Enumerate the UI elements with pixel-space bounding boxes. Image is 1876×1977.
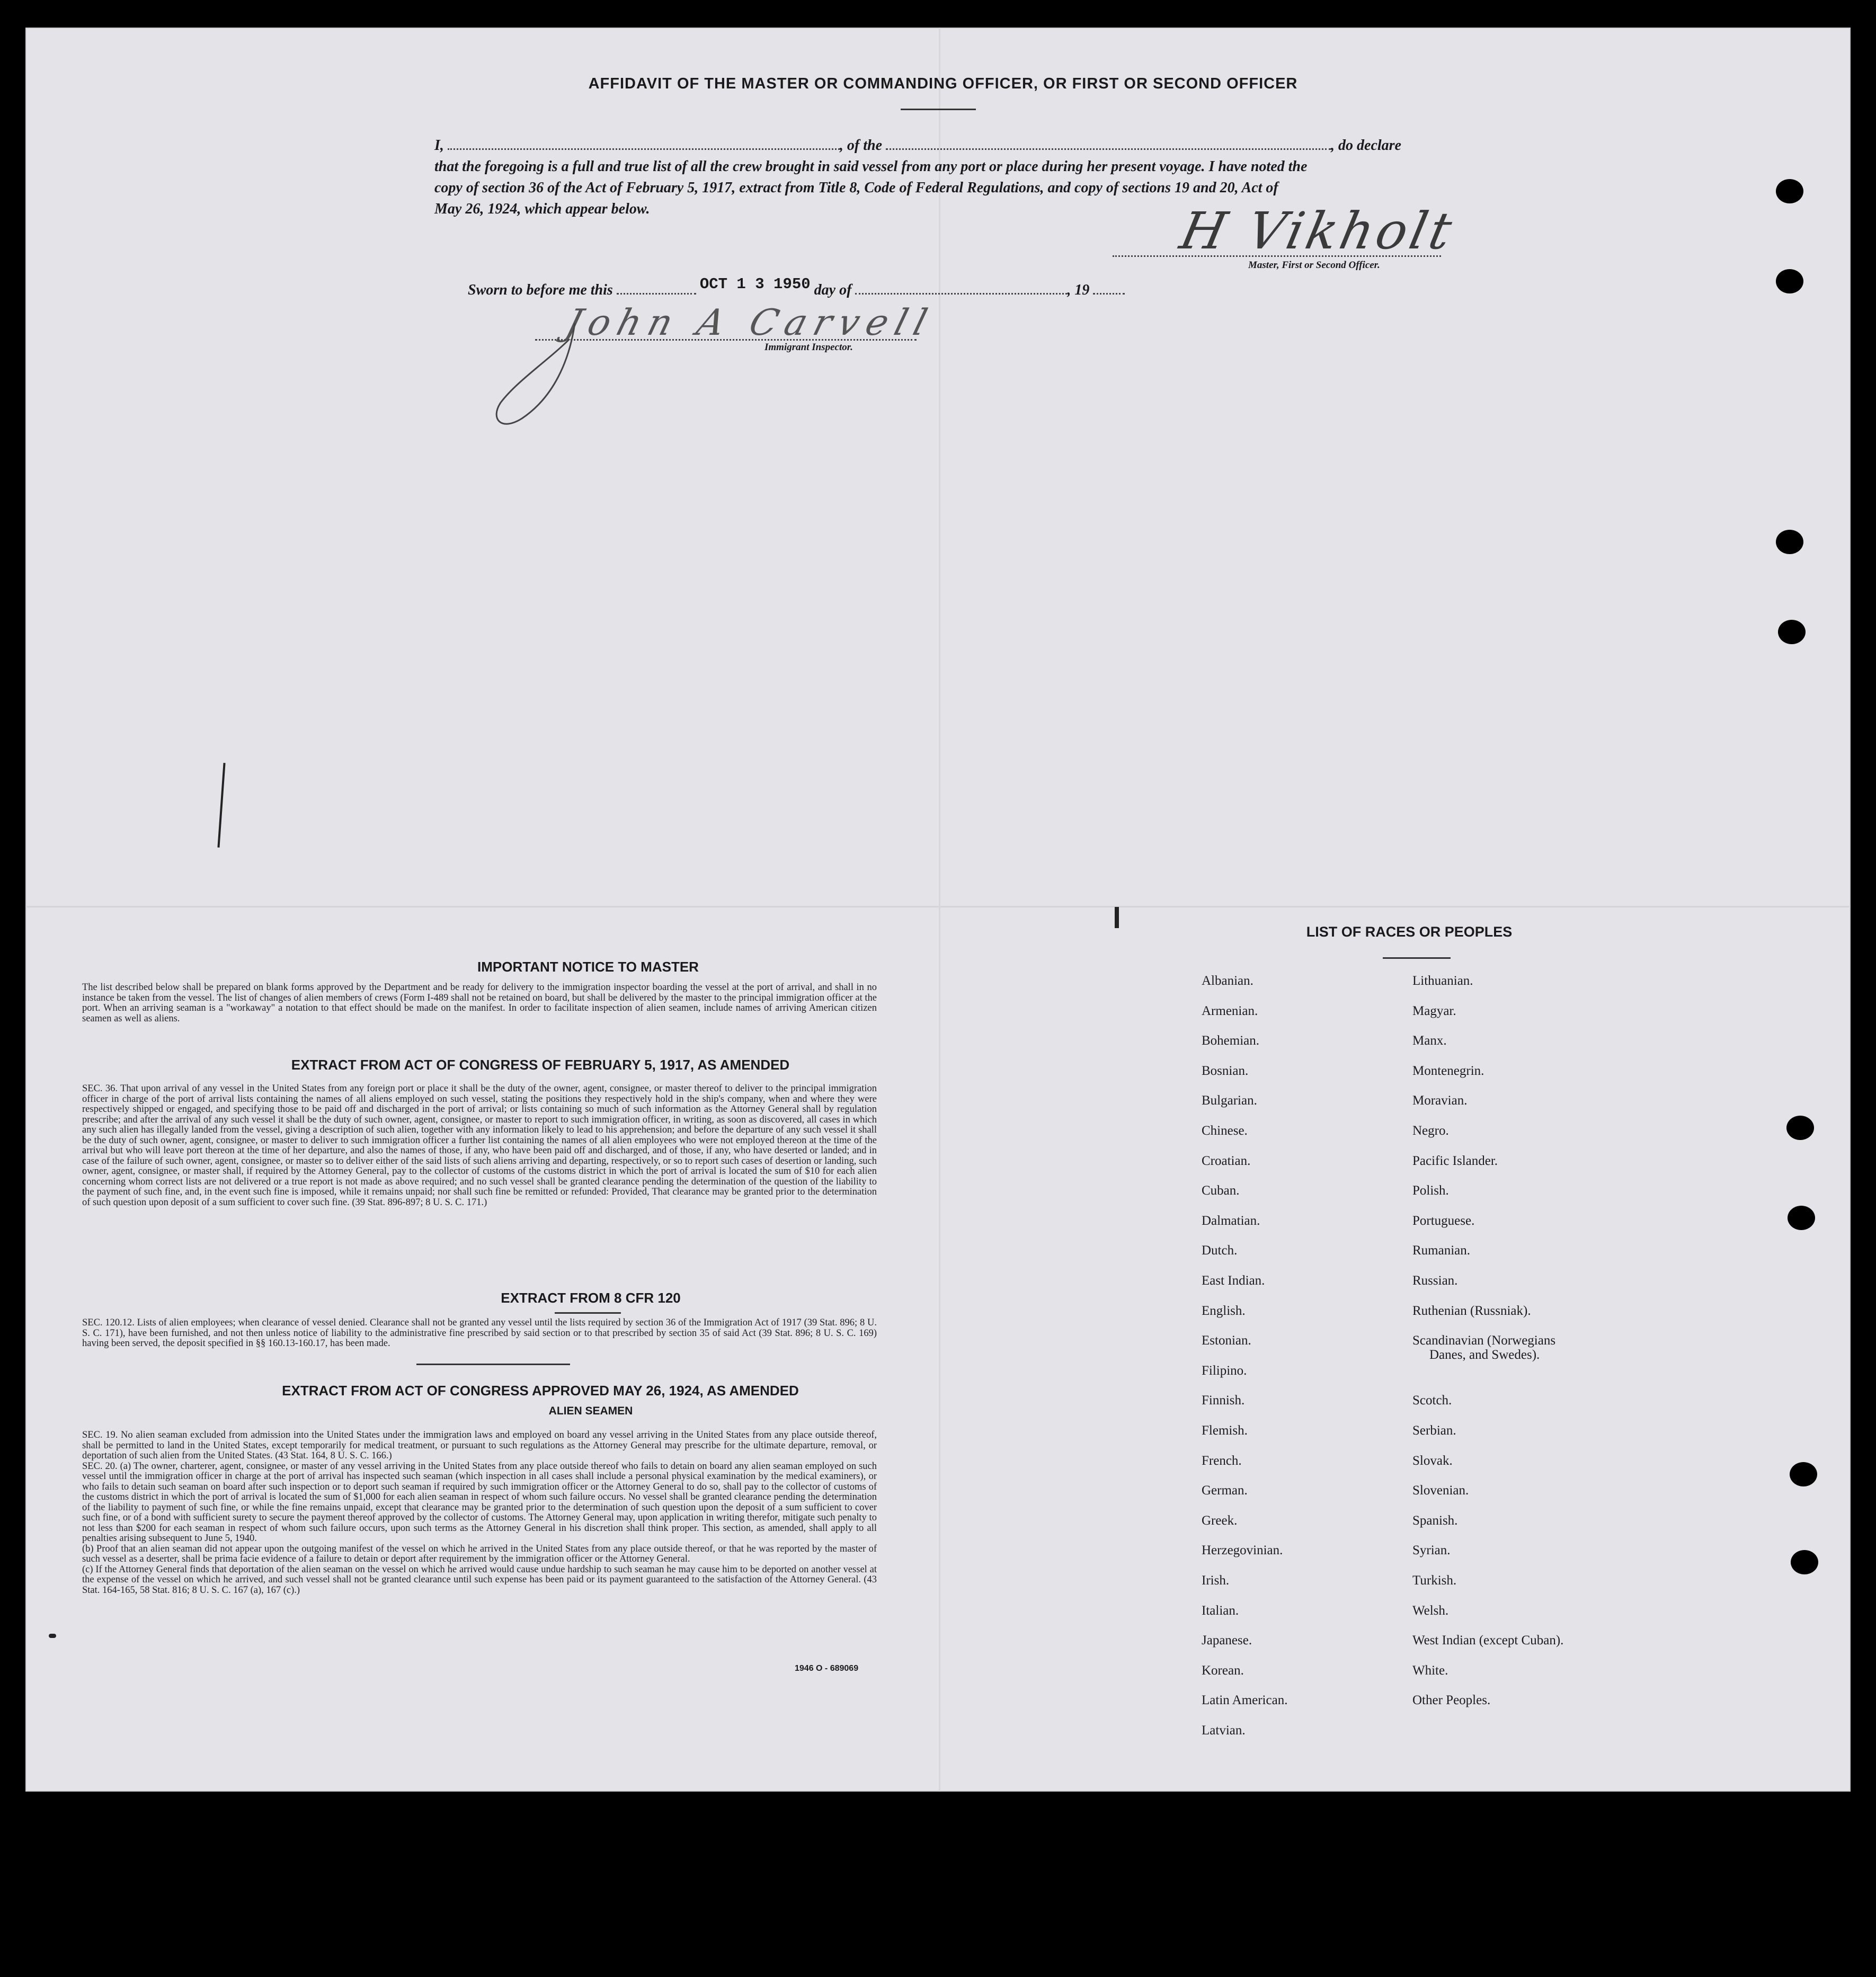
- section-19-20-text: [82, 1430, 877, 1596]
- extract-1924-title: EXTRACT FROM ACT OF CONGRESS APPROVED MAY 26, 1924, AS AMENDED: [282, 1383, 799, 1399]
- section-36-text: SEC. 36. That upon arrival of any vessel in the United States from any foreign port or place it shall be the duty of the owner, agent, consignee, or master thereof to deliver to the principal immigration officer in charge of the port of arrival lists containing the names of all aliens employed on such vessel, stating the positions they respectively hold in the ship's company, when and where they were respectively shipped or engaged, and specifying those to be paid off and discharged in the port of arrival; or lists containing so much of such information as the Attorney General shall by regulation prescribe; and after the arrival of any such vessel it shall be the duty of such owner, agent, consignee, or master to report to such immigration officer, in writing, as soon as discovered, all cases in which any such alien has illegally landed from the vessel, giving a description of such alien, together with any information likely to lead to his apprehension; and before the departure of any such vessel it shall be the duty of such owner, agent, consignee, or master to deliver to such immigration officer a further list containing the names of all alien employees who were not employed thereon at the time of the arrival but who will leave port thereon at the time of her departure, and also the names of those, if any, who have been paid off and discharged, and of those, if any, who have deserted or landed; and in case of the failure of such owner, agent, consignee, or master so to deliver either of the said lists of such aliens arriving and departing, respectively, or so to report such cases of desertion or landing, such owner, agent, consignee, or master shall, if required by the Attorney General, pay to the collector of customs of the customs district in which the port of arrival is located the sum of $10 for each alien concerning whom correct lists are not delivered or a true report is not made as above required; and no such vessel shall be granted clearance pending the determination of the question of the liability to the payment of such fine, and, in the event such fine is imposed, while it remains unpaid; nor shall such fine be remitted or refunded: Provided, That clearance may be granted prior to the determination of such question upon deposit of a sum sufficient to cover such fine. (39 Stat. 896-897; 8 U. S. C. 171.): [82, 1083, 877, 1208]
- body-line: May 26, 1924, which appear below.: [434, 201, 650, 217]
- alien-seamen-subtitle: ALIEN SEAMEN: [548, 1405, 633, 1417]
- race-item: Pacific Islander.: [1412, 1153, 1498, 1168]
- race-item: Latvian.: [1202, 1723, 1246, 1738]
- punch-hole: [1776, 269, 1803, 293]
- races-title-rule: [1383, 957, 1451, 959]
- races-title: LIST OF RACES OR PEOPLES: [1306, 924, 1513, 940]
- race-item: Japanese.: [1202, 1633, 1252, 1648]
- extract-1917-title: EXTRACT FROM ACT OF CONGRESS OF FEBRUARY 5, 1917, AS AMENDED: [291, 1057, 790, 1073]
- race-item: Dalmatian.: [1202, 1213, 1260, 1228]
- master-signature-line: [1113, 255, 1441, 257]
- title-rule: [901, 109, 976, 110]
- race-item: Finnish.: [1202, 1393, 1245, 1408]
- race-item: Manx.: [1412, 1034, 1447, 1048]
- master-caption: Master, First or Second Officer.: [1248, 260, 1380, 271]
- race-item: Serbian.: [1412, 1423, 1456, 1438]
- race-item: French.: [1202, 1453, 1242, 1468]
- inspector-caption: Immigrant Inspector.: [764, 342, 853, 353]
- notice-text: The list described below shall be prepared on blank forms approved by the Department and be ready for delivery to the immigration inspector boarding the vessel at the port of arrival, and shall in no instance be taken from the vessel. The list of changes of alien members of crews (Form I-489 shall not be retained on board, but shall be delivered by the master to the principal immigration officer at the port. When an arriving seaman is a "workaway" a notation to that effect should be made on the manifest. In order to facilitate inspection of alien seamen, include names of arriving American citizen seamen as well as aliens.: [82, 982, 877, 1024]
- name-blank: [448, 140, 840, 150]
- race-item: Spanish.: [1412, 1513, 1458, 1528]
- race-item: Armenian.: [1202, 1003, 1258, 1018]
- punch-hole: [1776, 179, 1803, 203]
- vessel-blank: [886, 140, 1331, 150]
- section-20a-text: SEC. 20. (a) The owner, charterer, agent, consignee, or master of any vessel arriving in the United States from any place outside thereof who fails to detain on board any alien seaman employed on such vessel until the immigration officer in charge at the port of arrival has inspected such seaman (which inspection in all cases shall include a personal physical examination by the medical examiners), or who fails to detain such seaman on board after such inspection or to deport such seaman if required by such immigration officer or the Attorney General to do so, shall pay to the collector of customs of the customs district in which the port of arrival is located the sum of $1,000 for each alien seaman in respect of whom such failure occurs. No vessel shall be granted clearance pending the determination of the liability to payment of such fine, or while the fine remains unpaid, except that clearance may be granted prior to the determination of such question upon the deposit of a sum sufficient to cover such fine, or of a bond with sufficient surety to secure the payment thereof approved by the collector of customs. The Attorney General may, upon application in writing therefor, mitigate such penalty to not less than $200 for each seaman in respect of whom such failure occurs, upon such terms as the Attorney General in his discretion shall think proper. This section, as amended, shall apply to all penalties arising subsequent to June 5, 1940.: [82, 1461, 877, 1544]
- declaration-line: [434, 135, 1441, 156]
- inspector-signature: John A Carvell: [561, 302, 939, 344]
- section-19-text: SEC. 19. No alien seaman excluded from admission into the United States under the immigration laws and employed on board any vessel arriving in the United States from any place outside thereof, shall be permitted to land in the United States, except temporarily for medical treatment, or pursuant to such regulations as the Attorney General may prescribe for the ultimate departure, removal, or deportation of such alien from the United States. (43 Stat. 164, 8 U. S. C. 166.): [82, 1430, 877, 1461]
- punch-hole: [1791, 1550, 1818, 1574]
- race-item: Polish.: [1412, 1183, 1449, 1198]
- race-item: Syrian.: [1412, 1543, 1451, 1558]
- stamped-date: OCT 1 3 1950: [699, 275, 811, 293]
- race-item: East Indian.: [1202, 1274, 1265, 1288]
- race-item: Rumanian.: [1412, 1243, 1471, 1258]
- race-item: Slovenian.: [1412, 1483, 1469, 1498]
- race-item: Cuban.: [1202, 1183, 1240, 1198]
- race-item: English.: [1202, 1303, 1246, 1318]
- master-signature: H Vikholt: [1175, 201, 1460, 261]
- notice-title: IMPORTANT NOTICE TO MASTER: [477, 959, 699, 975]
- race-item: Dutch.: [1202, 1243, 1238, 1258]
- race-item: Croatian.: [1202, 1153, 1251, 1168]
- section-rule: [416, 1364, 570, 1365]
- print-code: 1946 O - 689069: [795, 1664, 859, 1673]
- race-item: Ruthenian (Russniak).: [1412, 1303, 1531, 1318]
- race-item: Estonian.: [1202, 1333, 1251, 1348]
- race-item: Albanian.: [1202, 974, 1253, 988]
- race-item: Slovak.: [1412, 1453, 1453, 1468]
- declaration-i: I,: [434, 137, 444, 154]
- race-item: Negro.: [1412, 1124, 1449, 1138]
- section-rule: [555, 1312, 621, 1314]
- race-item: Chinese.: [1202, 1124, 1248, 1138]
- race-item: Korean.: [1202, 1663, 1244, 1678]
- race-item: Filipino.: [1202, 1363, 1247, 1378]
- race-item: German.: [1202, 1483, 1248, 1498]
- race-item: White.: [1412, 1663, 1448, 1678]
- race-item: West Indian (except Cuban).: [1412, 1633, 1564, 1648]
- race-item: Danes, and Swedes).: [1429, 1348, 1540, 1362]
- day-blank: [617, 284, 696, 295]
- stray-mark: [49, 1634, 56, 1638]
- month-blank: [855, 284, 1067, 295]
- stray-mark: [1115, 907, 1119, 928]
- year-blank: [1093, 284, 1125, 295]
- race-item: Portuguese.: [1412, 1213, 1475, 1228]
- body-line: that the foregoing is a full and true list of all the crew brought in said vessel from any port or place during her present voyage. I have noted the: [434, 158, 1308, 175]
- signature-flourish: [490, 318, 596, 429]
- punch-hole: [1778, 620, 1806, 644]
- affidavit-title: AFFIDAVIT OF THE MASTER OR COMMANDING OFFICER, OR FIRST OR SECOND OFFICER: [588, 75, 1298, 92]
- race-item: Montenegrin.: [1412, 1063, 1484, 1078]
- punch-hole: [1776, 530, 1803, 554]
- inspector-signature-line: [535, 339, 917, 341]
- race-item: Bosnian.: [1202, 1063, 1249, 1078]
- section-20c-text: (c) If the Attorney General finds that deportation of the alien seaman on the vessel on which he arrived would cause undue hardship to such seaman he may cause him to be deported on another vessel at the expense of the vessel on which he arrived, and such vessel shall not be granted clearance until such expense has been paid or its payment guaranteed to the satisfaction of the Attorney General. (43 Stat. 164-165, 58 Stat. 816; 8 U. S. C. 167 (a), 167 (c).): [82, 1564, 877, 1596]
- race-item: Scandinavian (Norwegians: [1412, 1333, 1556, 1348]
- punch-hole: [1790, 1462, 1817, 1486]
- race-item: Moravian.: [1412, 1093, 1468, 1108]
- year-prefix: , 19: [1067, 282, 1090, 298]
- race-item: Russian.: [1412, 1274, 1458, 1288]
- sworn-line: [468, 275, 1125, 299]
- extract-cfr-title: EXTRACT FROM 8 CFR 120: [501, 1290, 681, 1306]
- race-item: Greek.: [1202, 1513, 1238, 1528]
- punch-hole: [1788, 1206, 1815, 1230]
- race-item: Welsh.: [1412, 1603, 1449, 1618]
- race-item: Italian.: [1202, 1603, 1239, 1618]
- do-declare-text: , do declare: [1331, 137, 1401, 154]
- race-item: Latin American.: [1202, 1693, 1288, 1708]
- race-item: Herzegovinian.: [1202, 1543, 1283, 1558]
- punch-hole: [1786, 1116, 1814, 1140]
- race-item: Flemish.: [1202, 1423, 1248, 1438]
- day-of-text: day of: [814, 282, 852, 298]
- body-line: copy of section 36 of the Act of February 5, 1917, extract from Title 8, Code of Federal Regulations, and copy of sections 19 and 20, Act of: [434, 180, 1278, 196]
- race-item: Magyar.: [1412, 1003, 1456, 1018]
- race-item: Scotch.: [1412, 1393, 1452, 1408]
- section-20b-text: (b) Proof that an alien seaman did not appear upon the outgoing manifest of the vessel on which he arrived in the United States from any place outside thereof, or that he was reported by the master of such vessel as a deserter, shall be prima facie evidence of a failure to detain or deport after requirement by the immigration officer or the Attorney General.: [82, 1543, 877, 1564]
- race-item: Turkish.: [1412, 1573, 1457, 1588]
- race-item: Bulgarian.: [1202, 1093, 1257, 1108]
- race-item: Bohemian.: [1202, 1034, 1260, 1048]
- sworn-text: Sworn to before me this: [468, 282, 613, 298]
- section-120-text: SEC. 120.12. Lists of alien employees; when clearance of vessel denied. Clearance shall not be granted any vessel until the lists required by section 36 of the Immigration Act of 1917 (39 Stat. 896; 8 U. S. C. 171), have been furnished, and not then unless notice of liability to the administrative fine prescribed by said section or to that prescribed by section 35 of said Act (39 Stat. 896; 8 U. S. C. 169) having been served, the deposit specified in §§ 160.13-160.17, has been made.: [82, 1317, 877, 1349]
- horizontal-fold-line: [25, 906, 1851, 907]
- of-the-text: , of the: [839, 137, 883, 154]
- race-item: Lithuanian.: [1412, 974, 1473, 988]
- race-item: Irish.: [1202, 1573, 1230, 1588]
- race-item: Other Peoples.: [1412, 1693, 1491, 1708]
